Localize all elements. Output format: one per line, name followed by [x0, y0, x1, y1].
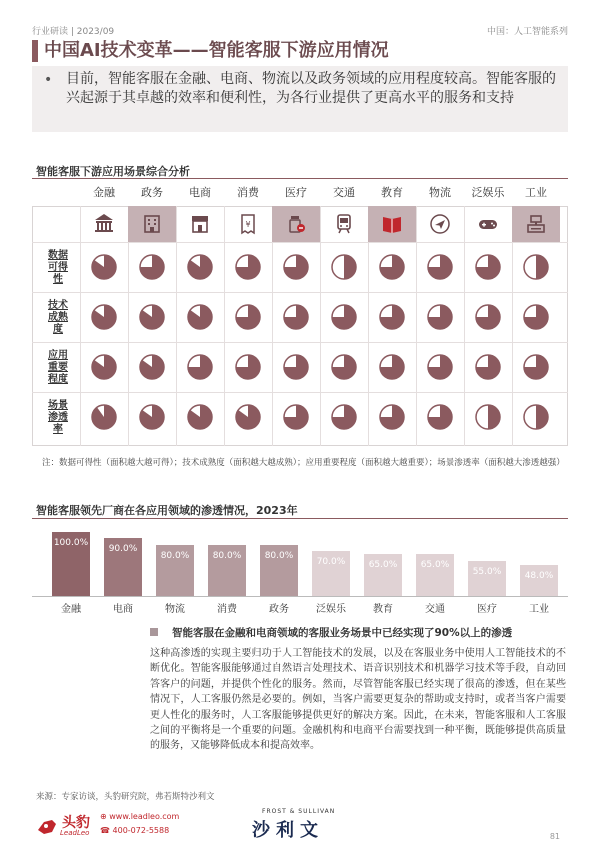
- harvey-ball-icon: [187, 254, 213, 280]
- harvey-ball-icon: [91, 304, 117, 330]
- book-icon: [380, 212, 404, 236]
- matrix-row-label: 数据可得性: [48, 250, 68, 285]
- matrix-column-divider: [80, 206, 81, 446]
- bar-category-label: 消费: [217, 604, 237, 615]
- harvey-ball-icon: [283, 354, 309, 380]
- harvey-ball-icon: [187, 304, 213, 330]
- harvey-ball-icon: [283, 304, 309, 330]
- harvey-ball-icon: [475, 404, 501, 430]
- matrix-row-label: 技术成熟度: [48, 300, 68, 335]
- harvey-ball-icon: [427, 304, 453, 330]
- chart-x-axis: [32, 596, 568, 597]
- matrix-column-divider: [272, 206, 273, 446]
- bar-value-label: 65.0%: [368, 560, 398, 571]
- medicine-icon: [284, 212, 308, 236]
- harvey-ball-icon: [331, 404, 357, 430]
- matrix-column-label: 电商: [189, 186, 211, 199]
- plane-icon: [428, 212, 452, 236]
- matrix-column-label: 交通: [333, 186, 355, 199]
- harvey-ball-icon: [379, 354, 405, 380]
- gamepad-icon: [476, 212, 500, 236]
- matrix-column-divider: [368, 206, 369, 446]
- harvey-ball-icon: [475, 354, 501, 380]
- bank-icon: [92, 212, 116, 236]
- leadleo-logo-cn: 头豹: [62, 815, 90, 831]
- source-note: 来源：专家访谈，头豹研究院，弗若斯特沙利文: [36, 792, 215, 802]
- matrix-column-divider: [224, 206, 225, 446]
- matrix-column-label: 教育: [381, 186, 403, 199]
- harvey-ball-icon: [523, 404, 549, 430]
- bar-value-label: 80.0%: [264, 550, 294, 561]
- harvey-ball-icon: [235, 254, 261, 280]
- frost-sullivan-logo-cn: 沙利文: [252, 820, 324, 841]
- bar-category-label: 教育: [373, 604, 393, 615]
- matrix-icon-cell: [464, 206, 512, 242]
- summary-box: [32, 66, 568, 132]
- matrix-icon-cell: [416, 206, 464, 242]
- harvey-ball-icon: [91, 404, 117, 430]
- harvey-ball-icon: [91, 254, 117, 280]
- harvey-ball-icon: [235, 354, 261, 380]
- matrix-column-label: 消费: [237, 186, 259, 199]
- bar-category-label: 工业: [529, 604, 549, 615]
- harvey-ball-icon: [523, 254, 549, 280]
- bar-value-label: 80.0%: [160, 550, 190, 561]
- bar-value-label: 100.0%: [53, 538, 89, 548]
- matrix-title: 智能客服下游应用场景综合分析: [36, 165, 190, 178]
- matrix-column-label: 政务: [141, 186, 163, 199]
- bar-category-label: 物流: [165, 604, 185, 615]
- website-link[interactable]: ⊕ www.leadleo.com: [100, 812, 180, 821]
- harvey-ball-icon: [427, 404, 453, 430]
- matrix-icon-cell: [176, 206, 224, 242]
- harvey-ball-icon: [235, 404, 261, 430]
- matrix-column-label: 金融: [93, 186, 115, 199]
- website-text: www.leadleo.com: [109, 812, 180, 821]
- matrix-title-rule: [32, 178, 568, 179]
- harvey-ball-icon: [427, 254, 453, 280]
- matrix-column-label: 泛娱乐: [471, 186, 505, 199]
- harvey-ball-icon: [379, 254, 405, 280]
- page-title: 中国AI技术变革——智能客服下游应用情况: [44, 40, 389, 61]
- bar-value-label: 80.0%: [212, 550, 242, 561]
- matrix-column-divider: [512, 206, 513, 446]
- machine-icon: [524, 212, 548, 236]
- shop-icon: [188, 212, 212, 236]
- matrix-column-label: 医疗: [285, 186, 307, 199]
- report-category: 行业研读 | 2023/09: [32, 27, 115, 37]
- harvey-ball-icon: [379, 304, 405, 330]
- matrix-icon-cell: [368, 206, 416, 242]
- harvey-ball-icon: [331, 254, 357, 280]
- train-icon: [332, 212, 356, 236]
- bar-category-label: 交通: [425, 604, 445, 615]
- harvey-ball-icon: [283, 254, 309, 280]
- bar-category-label: 电商: [113, 604, 133, 615]
- bullet-icon: •: [44, 72, 53, 88]
- page-number: 81: [549, 832, 560, 841]
- matrix-column-divider: [416, 206, 417, 446]
- chart-title: 智能客服领先厂商在各应用领域的渗透情况，2023年: [36, 504, 298, 517]
- matrix-row-label: 场景渗透率: [48, 400, 68, 435]
- matrix-column-label: 工业: [525, 186, 547, 199]
- harvey-ball-icon: [331, 354, 357, 380]
- bar-value-label: 48.0%: [524, 571, 554, 582]
- harvey-ball-icon: [187, 404, 213, 430]
- bar-value-label: 90.0%: [108, 544, 138, 555]
- matrix-icon-cell: [224, 206, 272, 242]
- harvey-ball-icon: [91, 354, 117, 380]
- harvey-ball-icon: [427, 354, 453, 380]
- leadleo-logo-en: LeadLeo: [60, 829, 90, 837]
- phone-text: 400-072-5588: [112, 826, 170, 835]
- bar-value-label: 55.0%: [472, 566, 502, 577]
- harvey-ball-icon: [331, 304, 357, 330]
- government-icon: [140, 212, 164, 236]
- bar-value-label: 65.0%: [420, 560, 450, 571]
- harvey-ball-icon: [523, 354, 549, 380]
- phone-number: ☎ 400-072-5588: [100, 826, 170, 835]
- matrix-icon-cell: [272, 206, 320, 242]
- matrix-row-label: 应用重要程度: [48, 350, 68, 385]
- matrix-row-divider: [32, 292, 568, 293]
- frost-sullivan-logo-en: FROST & SULLIVAN: [262, 808, 336, 815]
- harvey-ball-icon: [523, 304, 549, 330]
- matrix-row-divider: [32, 392, 568, 393]
- matrix-icon-cell: [320, 206, 368, 242]
- finding-square-icon: [150, 628, 158, 636]
- matrix-icon-cell: [128, 206, 176, 242]
- svg-text:¥: ¥: [245, 220, 251, 229]
- finding-headline: 智能客服在金融和电商领域的客服业务场景中已经实现了90%以上的渗透: [172, 627, 513, 639]
- harvey-ball-icon: [475, 304, 501, 330]
- harvey-ball-icon: [235, 304, 261, 330]
- matrix-column-divider: [128, 206, 129, 446]
- receipt-icon: [236, 212, 260, 236]
- harvey-ball-icon: [379, 404, 405, 430]
- chart-title-rule: [32, 518, 568, 519]
- harvey-ball-icon: [139, 354, 165, 380]
- finding-paragraph: 这种高渗透的实现主要归功于人工智能技术的发展，以及在客服业务中使用人工智能技术的不断优化。智能客服能够通过自然语言处理技术、语音识别技术和机器学习技术等手段，自动回答客户的问题，并提供个性化的服务。然而，尽管智能客服已经实现了很高的渗透，但在某些情况下，人工客服仍然是必要的。例如，当客户需要更复杂的帮助或支持时，或者当客户需要更人性化的服务时，人工客服能够提供更好的解决方案。因此，在未来，智能客服和人工客服之间的平衡将是一个重要的问题。金融机构和电商平台需要找到一种平衡，既能够提供高质量的服务，又能够降低成本和提高效率。: [150, 648, 566, 752]
- harvey-ball-icon: [139, 304, 165, 330]
- matrix-column-divider: [176, 206, 177, 446]
- matrix-icon-cell: [80, 206, 128, 242]
- matrix-column-label: 物流: [429, 186, 451, 199]
- matrix-note: 注：数据可得性（面积越大越可得）；技术成熟度（面积越大越成熟）；应用重要程度（面积越大越重要）；场景渗透率（面积越大渗透越强）: [42, 458, 565, 468]
- harvey-ball-icon: [139, 404, 165, 430]
- matrix-column-divider: [464, 206, 465, 446]
- matrix-column-divider: [320, 206, 321, 446]
- report-series: 中国：人工智能系列: [486, 27, 568, 37]
- title-accent-bar: [32, 40, 38, 62]
- bar-value-label: 70.0%: [316, 557, 346, 568]
- matrix-row-divider: [32, 242, 568, 243]
- matrix-row-divider: [32, 342, 568, 343]
- bar-category-label: 政务: [269, 604, 289, 615]
- bar-category-label: 医疗: [477, 604, 497, 615]
- summary-text: 目前，智能客服在金融、电商、物流以及政务领域的应用程度较高。智能客服的兴起源于其卓越的效率和便利性，为各行业提供了更高水平的服务和支持: [66, 71, 556, 106]
- harvey-ball-icon: [475, 254, 501, 280]
- matrix-icon-cell: [512, 206, 560, 242]
- harvey-ball-icon: [283, 404, 309, 430]
- bar-category-label: 泛娱乐: [316, 604, 346, 615]
- harvey-ball-icon: [139, 254, 165, 280]
- bar-category-label: 金融: [61, 604, 81, 615]
- harvey-ball-icon: [187, 354, 213, 380]
